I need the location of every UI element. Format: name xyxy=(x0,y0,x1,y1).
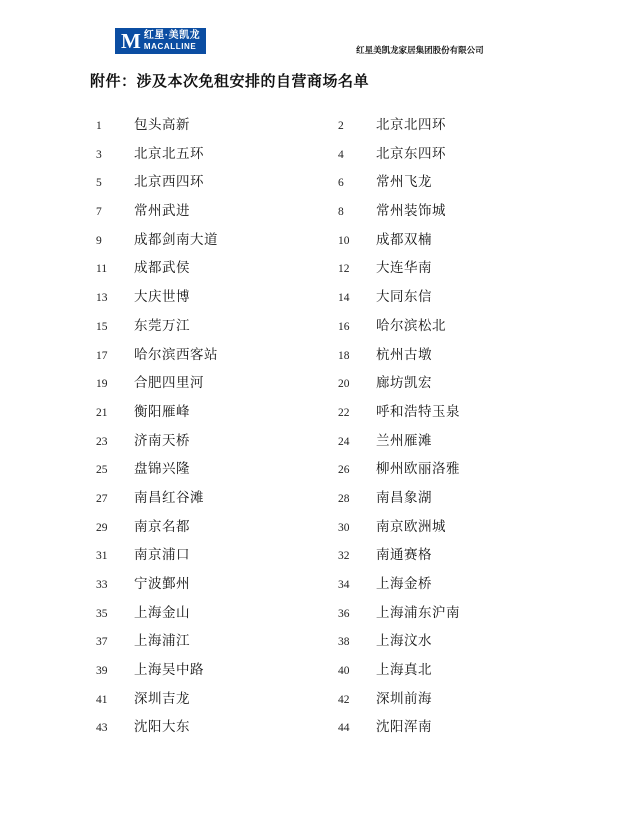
list-item xyxy=(96,572,338,592)
item-number: 22 xyxy=(338,406,350,419)
item-number: 27 xyxy=(96,492,108,505)
item-number: 10 xyxy=(338,234,350,247)
item-number: 29 xyxy=(96,521,108,534)
item-number: 9 xyxy=(96,234,102,247)
table-row xyxy=(96,601,580,630)
item-name: 南昌象湖 xyxy=(376,489,432,505)
item-name: 北京北四环 xyxy=(376,117,446,132)
item-name: 宁波鄞州 xyxy=(134,576,190,591)
list-item xyxy=(96,543,338,563)
item-name: 上海汶水 xyxy=(376,633,432,649)
item-number: 34 xyxy=(338,579,350,591)
mall-list xyxy=(0,113,640,744)
item-number: 36 xyxy=(338,607,350,620)
item-name: 盘锦兴隆 xyxy=(134,461,190,477)
macalline-logo xyxy=(115,28,206,54)
list-item xyxy=(338,687,580,707)
item-name: 沈阳浑南 xyxy=(376,719,432,735)
document-header xyxy=(0,0,640,54)
list-item xyxy=(338,285,580,305)
item-number: 2 xyxy=(338,120,344,132)
item-number: 37 xyxy=(96,636,108,649)
table-row xyxy=(96,687,580,716)
item-name: 哈尔滨西客站 xyxy=(134,346,218,362)
item-name: 廊坊凯宏 xyxy=(376,375,432,391)
list-item xyxy=(338,113,580,133)
list-item xyxy=(96,343,338,363)
list-item xyxy=(96,142,338,162)
item-number: 38 xyxy=(338,636,350,649)
table-row xyxy=(96,457,580,486)
item-name: 深圳前海 xyxy=(376,690,432,706)
item-name: 济南天桥 xyxy=(134,432,190,448)
table-row xyxy=(96,256,580,285)
item-number: 40 xyxy=(338,665,350,678)
item-number: 17 xyxy=(96,349,108,362)
logo-mark-icon: M xyxy=(121,29,140,53)
list-item xyxy=(338,142,580,162)
item-number: 8 xyxy=(338,206,344,219)
item-name: 南昌红谷滩 xyxy=(134,489,204,505)
item-name: 成都剑南大道 xyxy=(134,231,218,247)
logo-chinese-name: 红星·美凯龙 xyxy=(143,30,201,41)
item-number: 28 xyxy=(338,492,350,505)
list-item xyxy=(96,314,338,334)
item-number: 3 xyxy=(96,148,102,161)
item-name: 大同东信 xyxy=(376,289,432,305)
table-row xyxy=(96,199,580,228)
item-name: 包头高新 xyxy=(134,117,190,132)
item-name: 成都武侯 xyxy=(134,260,190,276)
item-name: 成都双楠 xyxy=(376,231,432,247)
list-item xyxy=(96,629,338,649)
item-name: 南京名都 xyxy=(134,518,190,534)
logo-text xyxy=(144,31,200,51)
item-number: 5 xyxy=(96,177,102,190)
item-name: 衡阳雁峰 xyxy=(134,403,190,419)
item-number: 20 xyxy=(338,378,350,391)
item-name: 常州装饰城 xyxy=(376,203,446,219)
list-item xyxy=(96,429,338,449)
table-row xyxy=(96,543,580,572)
list-item xyxy=(338,601,580,621)
list-item xyxy=(96,715,338,735)
logo-english-name: MACALLINE xyxy=(143,42,197,51)
table-row xyxy=(96,113,580,142)
item-name: 南京浦口 xyxy=(134,547,190,563)
list-item xyxy=(96,228,338,248)
list-item xyxy=(96,199,338,219)
company-name: 红星美凯龙家居集团股份有限公司 xyxy=(356,45,484,55)
item-name: 合肥四里河 xyxy=(134,375,204,391)
table-row xyxy=(96,572,580,601)
item-number: 31 xyxy=(96,550,108,563)
list-item xyxy=(96,170,338,190)
list-item xyxy=(96,285,338,305)
item-number: 13 xyxy=(96,292,108,305)
item-number: 33 xyxy=(96,579,108,591)
item-name: 上海浦东沪南 xyxy=(376,604,460,620)
list-item xyxy=(338,256,580,276)
item-name: 北京东四环 xyxy=(376,145,446,161)
table-row xyxy=(96,515,580,544)
list-item xyxy=(338,429,580,449)
item-name: 深圳吉龙 xyxy=(134,690,190,706)
list-item xyxy=(96,486,338,506)
list-item xyxy=(338,343,580,363)
item-number: 32 xyxy=(338,550,350,563)
item-number: 4 xyxy=(338,148,344,161)
item-number: 6 xyxy=(338,177,344,190)
list-item xyxy=(96,658,338,678)
table-row xyxy=(96,658,580,687)
item-number: 19 xyxy=(96,378,108,391)
table-row xyxy=(96,142,580,171)
item-number: 7 xyxy=(96,206,102,219)
item-number: 30 xyxy=(338,521,350,534)
item-number: 15 xyxy=(96,320,108,333)
table-row xyxy=(96,343,580,372)
table-row xyxy=(96,285,580,314)
item-name: 南京欧洲城 xyxy=(376,518,446,534)
list-item xyxy=(338,486,580,506)
item-number: 42 xyxy=(338,693,350,706)
table-row xyxy=(96,314,580,343)
item-number: 14 xyxy=(338,292,350,305)
list-item xyxy=(338,199,580,219)
item-name: 上海真北 xyxy=(376,662,432,678)
item-name: 柳州欧丽洛雅 xyxy=(376,461,460,477)
list-item xyxy=(338,170,580,190)
list-item xyxy=(96,457,338,477)
item-name: 哈尔滨松北 xyxy=(376,317,446,333)
item-name: 上海吴中路 xyxy=(134,662,204,678)
item-name: 大庆世博 xyxy=(134,289,190,305)
list-item xyxy=(338,457,580,477)
page-title: 附件：涉及本次免租安排的自营商场名单 xyxy=(90,74,370,90)
item-name: 上海金桥 xyxy=(376,576,432,591)
table-row xyxy=(96,371,580,400)
list-item xyxy=(338,228,580,248)
item-name: 东莞万江 xyxy=(134,317,190,333)
table-row xyxy=(96,170,580,199)
item-name: 北京西四环 xyxy=(134,174,204,190)
item-number: 11 xyxy=(96,263,108,276)
item-number: 43 xyxy=(96,722,108,735)
item-name: 沈阳大东 xyxy=(134,719,190,735)
item-number: 44 xyxy=(338,722,350,735)
item-name: 大连华南 xyxy=(376,260,432,276)
item-number: 41 xyxy=(96,693,108,706)
table-row xyxy=(96,228,580,257)
item-name: 呼和浩特玉泉 xyxy=(376,403,460,419)
item-name: 兰州雁滩 xyxy=(376,432,432,448)
list-item xyxy=(338,515,580,535)
list-item xyxy=(96,256,338,276)
item-name: 常州飞龙 xyxy=(376,174,432,190)
table-row xyxy=(96,629,580,658)
list-item xyxy=(96,113,338,133)
list-item xyxy=(96,601,338,621)
list-item xyxy=(338,371,580,391)
table-row xyxy=(96,715,580,744)
item-number: 23 xyxy=(96,435,108,448)
item-number: 39 xyxy=(96,665,108,678)
table-row xyxy=(96,400,580,429)
table-row xyxy=(96,486,580,515)
item-number: 35 xyxy=(96,607,108,620)
item-number: 21 xyxy=(96,406,108,419)
item-number: 24 xyxy=(338,435,350,448)
item-name: 上海浦江 xyxy=(134,633,190,649)
list-item xyxy=(338,314,580,334)
item-number: 18 xyxy=(338,349,350,362)
list-item xyxy=(338,715,580,735)
list-item xyxy=(96,400,338,420)
list-item xyxy=(338,629,580,649)
item-name: 杭州古墩 xyxy=(376,346,432,362)
item-number: 1 xyxy=(96,120,102,132)
list-item xyxy=(96,687,338,707)
item-number: 25 xyxy=(96,464,108,477)
list-item xyxy=(338,400,580,420)
list-item xyxy=(338,543,580,563)
item-name: 上海金山 xyxy=(134,604,190,620)
item-name: 常州武进 xyxy=(134,203,190,219)
item-name: 北京北五环 xyxy=(134,145,204,161)
list-item xyxy=(96,515,338,535)
list-item xyxy=(338,572,580,592)
item-number: 16 xyxy=(338,320,350,333)
list-item xyxy=(338,658,580,678)
item-number: 12 xyxy=(338,263,350,276)
list-item xyxy=(96,371,338,391)
item-number: 26 xyxy=(338,464,350,477)
item-name: 南通赛格 xyxy=(376,547,432,563)
table-row xyxy=(96,429,580,458)
